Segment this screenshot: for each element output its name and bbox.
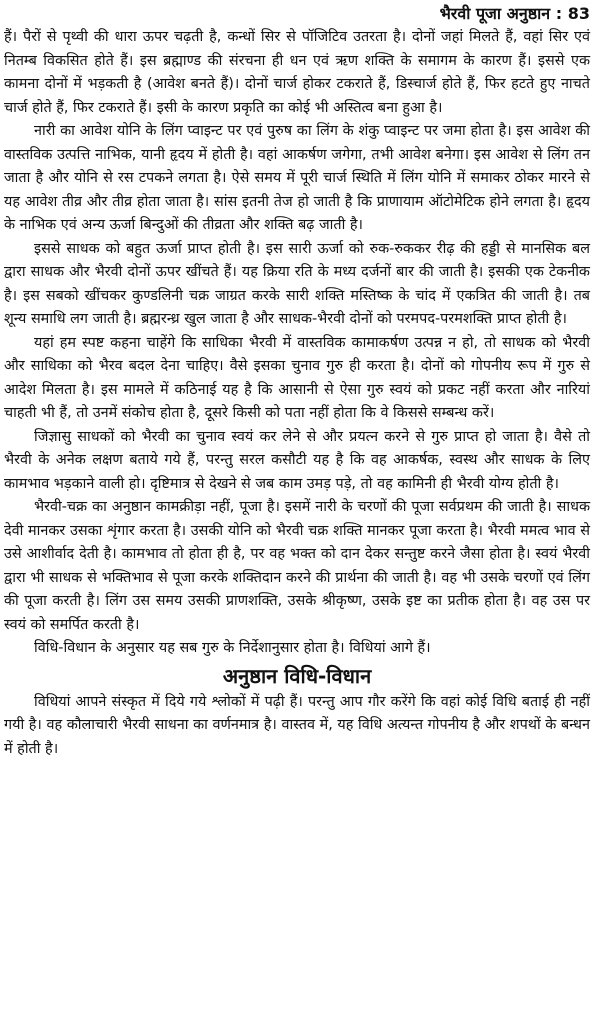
paragraph-3: इससे साधक को बहुत ऊर्जा प्राप्त होती है। इस सारी ऊर्जा को रुक-रुककर रीढ़ की हड्डी से मानसिक बल द्वारा साधक और भैरवी दोनों ऊपर खींचते हैं। यह क्रिया रति के मध्य दर्जनों बार की जाती है। इसकी एक टेकनीक है। इस सबको खींचकर कुण्डलिनी चक्र जाग्रत करके सारी शक्ति मस्तिष्क के चांद में एकत्रित की जाती है। तब शून्य समाधि लग जाती है। ब्रह्मरन्ध्र खुल जाता है और साधक-भैरवी दोनों को परमपद-परमशक्ति प्राप्त होती है।	[4, 240, 590, 327]
paragraph-4: यहां हम स्पष्ट कहना चाहेंगे कि साधिका भैरवी में वास्तविक कामाकर्षण उत्पन्न न हो, तो साधक को भैरवी और साधिका को भैरव बदल देना चाहिए। वैसे इसका चुनाव गुरु ही करता है। दोनों को गोपनीय रूप में गुरु से आदेश मिलता है। इस मामले में कठिनाई यह है कि आसानी से ऐसा गुरु स्वयं को प्रकट नहीं करता और नारियां चाहती भी हैं, तो उनमें संकोच होता है, दूसरे किसी को पता नहीं होता कि वे किससे सम्बन्ध करें।	[4, 334, 590, 421]
paragraph-6: भैरवी-चक्र का अनुष्ठान कामक्रीड़ा नहीं, पूजा है। इसमें नारी के चरणों की पूजा सर्वप्रथम की जाती है। साधक देवी मानकर उसका शृंगार करता है। उसकी योनि को भैरवी चक्र शक्ति मानकर पूजा करता है। भैरवी ममत्व भाव से उसे आशीर्वाद देती है। कामभाव तो होता ही है, पर वह भक्त को दान देकर सन्तुष्ट करने जैसा होता है। स्वयं भैरवी द्वारा भी साधक से भक्तिभाव से पूजा करके शक्तिदान करने की प्रार्थना की जाती है। वह भी उसके चरणों एवं लिंग की पूजा करती है। लिंग उस समय उसकी प्राणशक्ति, उसके श्रीकृष्ण, उसके इष्ट का प्रतीक होता है। वह उस पर स्वयं को समर्पित करती है।	[4, 499, 590, 633]
paragraph-5: जिज्ञासु साधकों को भैरवी का चुनाव स्वयं कर लेने से और प्रयत्न करने से गुरु प्राप्त हो जाता है। वैसे तो भैरवी के अनेक लक्षण बताये गये हैं, परन्तु सरल कसौटी यह है कि वह आकर्षक, स्वस्थ और साधक के लिए कामभाव भड़काने वाली हो। दृष्टिमात्र से देखने से जब काम उमड़ पड़े, तो वह कामिनी ही भैरवी योग्य होती है।	[4, 428, 590, 492]
paragraph-1: हैं। पैरों से पृथ्वी की धारा ऊपर चढ़ती है, कन्धों सिर से पॉजिटिव उतरता है। दोनों जहां मिलते हैं, वहां सिर एवं नितम्ब विकसित होते हैं। इस ब्रह्माण्ड की संरचना ही धन एवं ऋण शक्ति के समागम के कारण हैं। इससे एक कामना दोनों में भड़कती है (आवेश बनते हैं)। दोनों चार्ज होकर टकराते हैं, डिस्चार्ज होते हैं, फिर हटते हुए नाचते चार्ज होते हैं, फिर टकराते हैं। इसी के कारण प्रकृति का कोई भी अस्तित्व बना हुआ है।	[4, 29, 590, 116]
section-paragraph: विधियां आपने संस्कृत में दिये गये श्लोकों में पढ़ी हैं। परन्तु आप गौर करेंगे कि वहां कोई विधि बताई ही नहीं गयी है। वह कौलाचारी भैरवी साधना का वर्णनमात्र है। वास्तव में, यह विधि अत्यन्त गोपनीय है और शपथों के बन्धन में होती है।	[4, 693, 590, 757]
paragraph-2: नारी का आवेश योनि के लिंग प्वाइन्ट पर एवं पुरुष का लिंग के शंकु प्वाइन्ट पर जमा होता है। इस आवेश की वास्तविक उत्पत्ति नाभिक, यानी हृदय में होती है। वहां आकर्षण जगेगा, तभी आवेश बनेगा। इस आवेश से लिंग तन जाता है और योनि से रस टपकने लगता है। ऐसे समय में पूरी चार्ज स्थिति में लिंग योनि में समाकर ठोकर मारने से यह आवेश तीव्र और तीव्र होता जाता है। सांस इतनी तेज हो जाती है कि प्राणायाम ऑटोमेटिक होने लगता है। हृदय के नाभिक एवं अन्य ऊर्जा बिन्दुओं की तीव्रता और शक्ति बढ़ जाती है।	[4, 123, 590, 233]
paragraph-7: विधि-विधान के अनुसार यह सब गुरु के निर्देशानुसार होता है। विधियां आगे हैं।	[34, 640, 431, 656]
section-heading: अनुष्ठान विधि-विधान	[222, 663, 372, 688]
body-text	[4, 26, 590, 761]
running-header: भैरवी पूजा अनुष्ठान : 83	[439, 4, 590, 23]
